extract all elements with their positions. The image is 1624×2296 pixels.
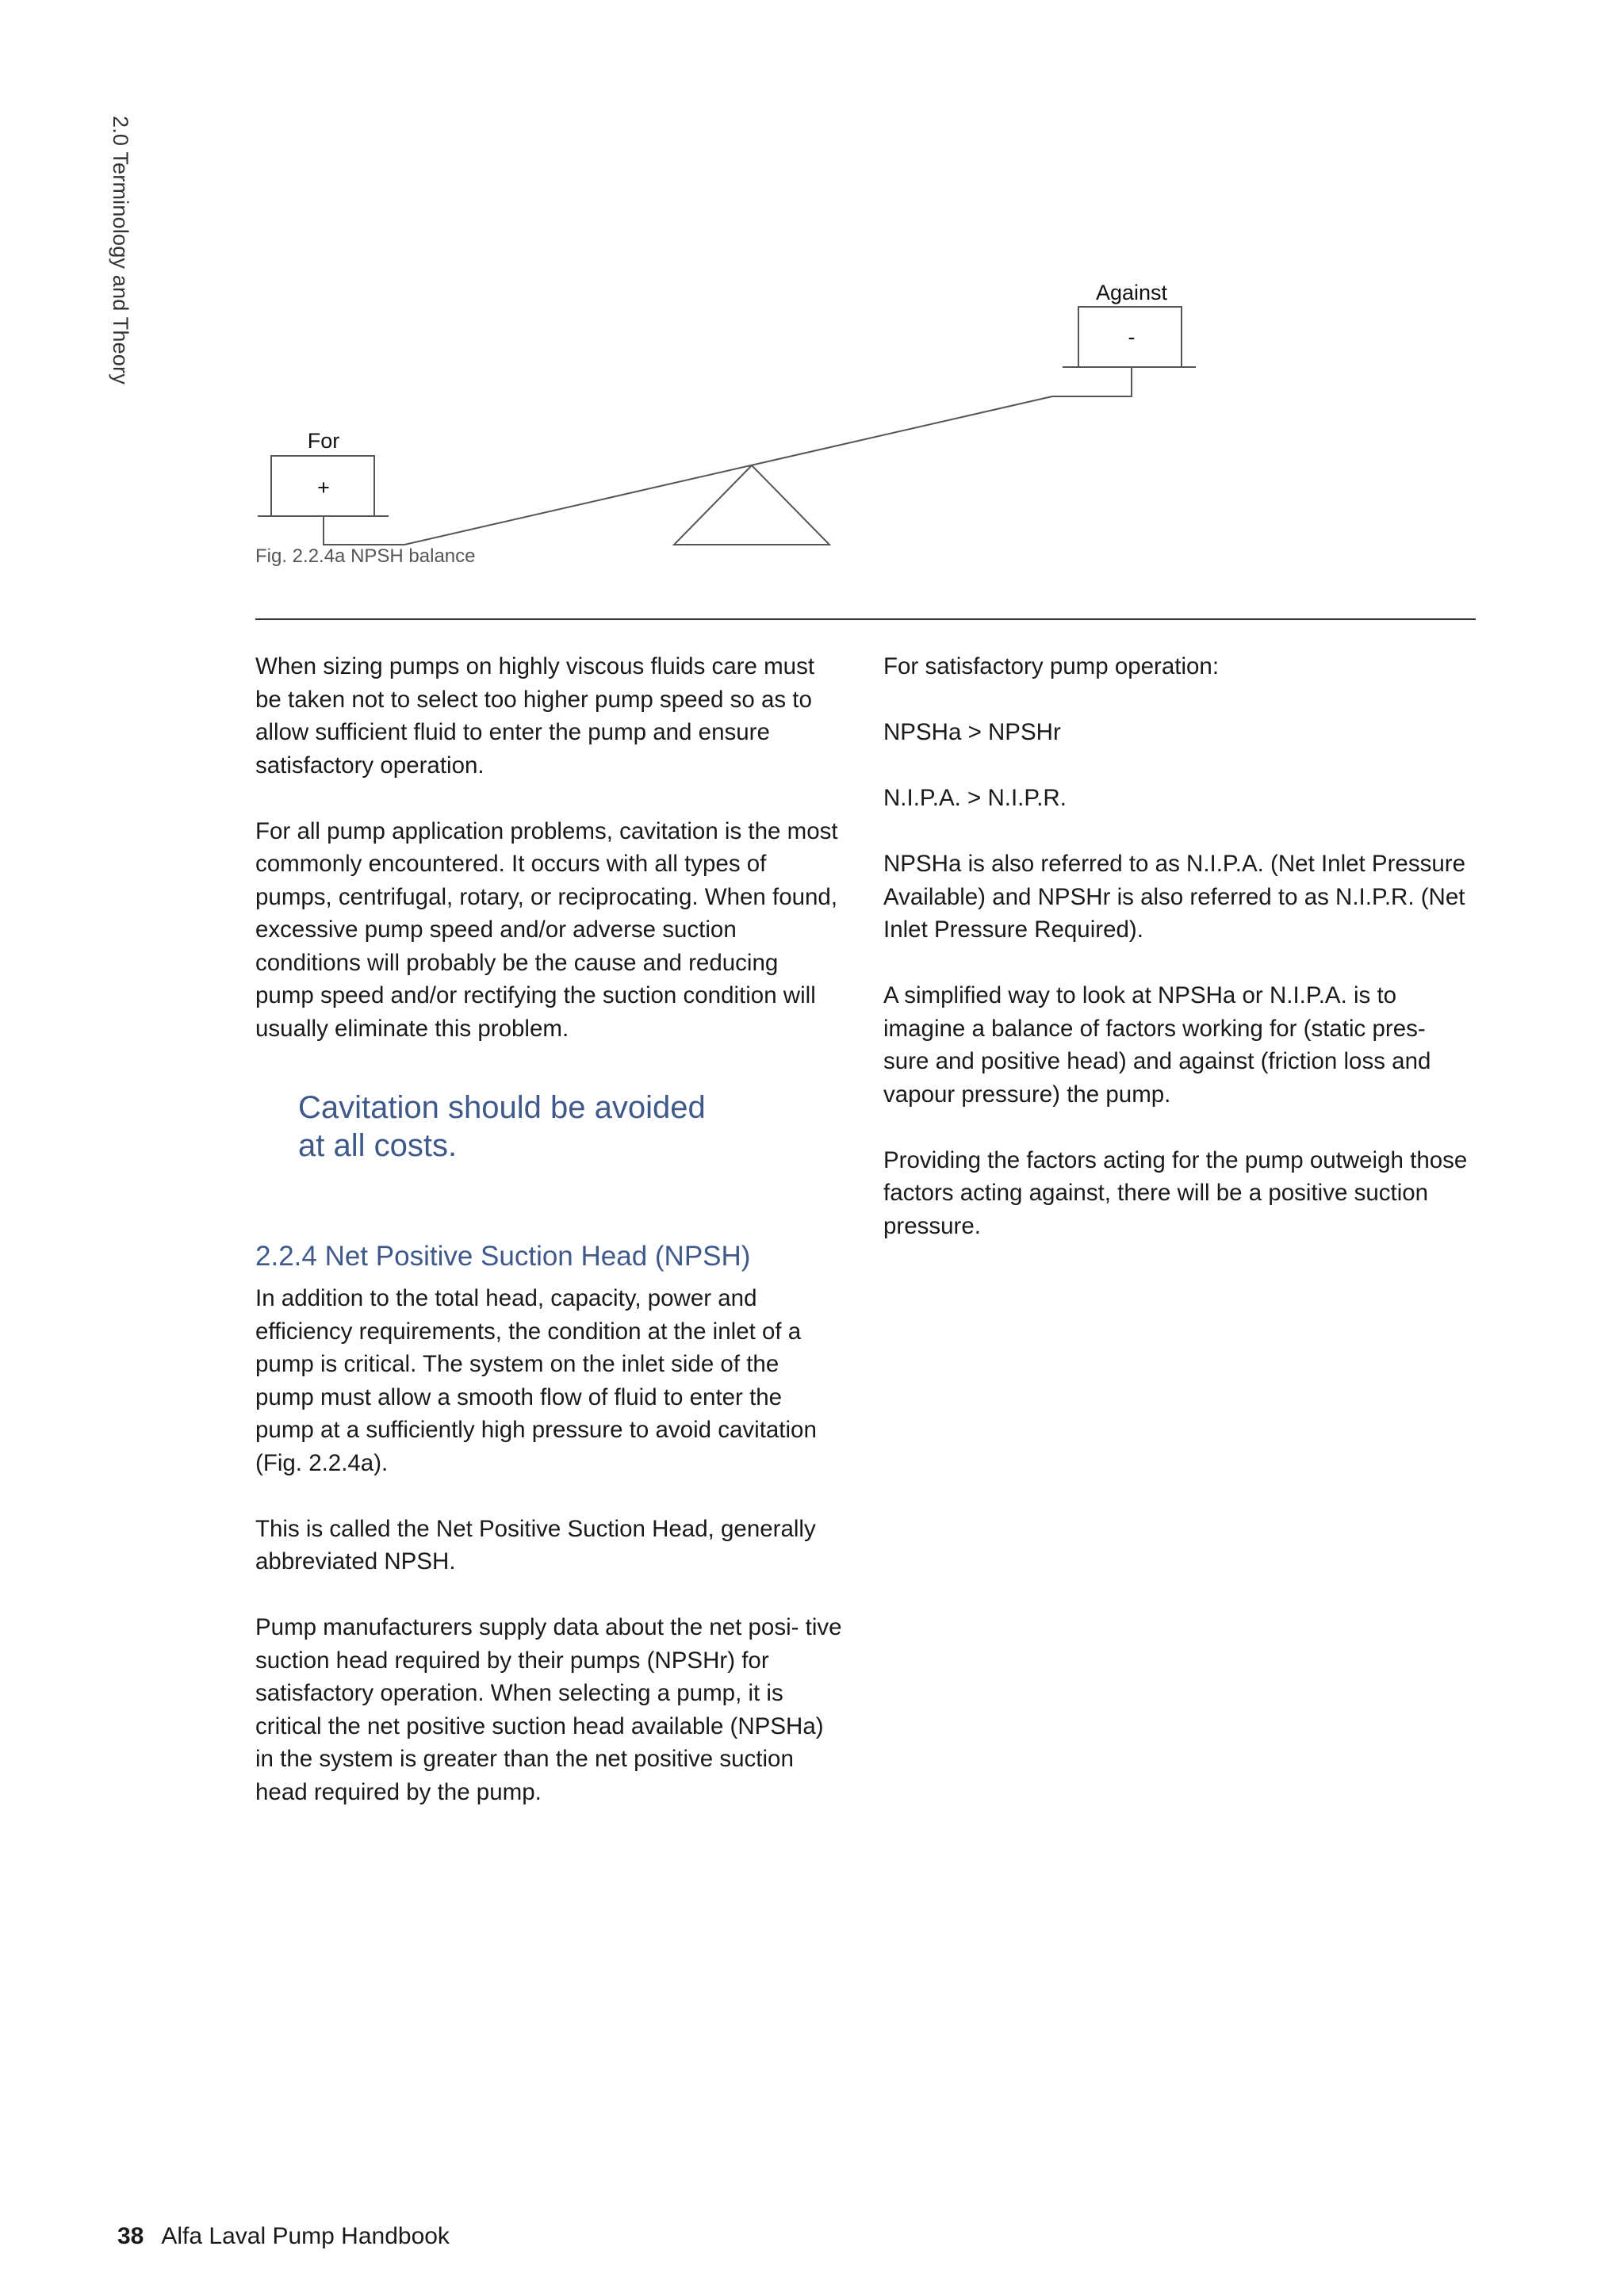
section-side-label: 2.0 Terminology and Theory <box>109 116 132 385</box>
against-sign: - <box>1128 325 1136 349</box>
paragraph: NPSHa is also referred to as N.I.P.A. (Net Inlet Pressure Available) and NPSHr is also referred to as N.I.P.R. (Net Inlet Pressure Required). <box>883 851 1465 943</box>
left-column <box>255 650 842 1842</box>
horizontal-divider <box>255 618 1476 620</box>
page-number: 38 <box>117 2223 144 2249</box>
formula-line: N.I.P.A. > N.I.P.R. <box>883 785 1067 811</box>
paragraph: This is called the Net Positive Suction Head, generally abbreviated NPSH. <box>255 1515 816 1575</box>
pull-quote-line: Cavitation should be avoided <box>298 1090 706 1125</box>
paragraph: In addition to the total head, capacity, power and efficiency requirements, the condition at the inlet of a pump is critical. The system on the inlet side of the pump must allow a smooth flow of fluid to enter the pump at a sufficiently high pressure to avoid cavitation (Fig. 2.2.4a). <box>255 1285 817 1476</box>
paragraph: For satisfactory pump operation: <box>883 653 1220 679</box>
paragraph: A simplified way to look at NPSHa or N.I.P.A. is to imagine a balance of factors working for (static pres- sure and positive head) and against (friction loss and vapour pressure) the pump. <box>883 982 1431 1108</box>
pull-quote-line: at all costs. <box>298 1128 458 1163</box>
figure-caption: Fig. 2.2.4a NPSH balance <box>255 545 476 567</box>
for-label: For <box>307 429 340 453</box>
paragraph: Providing the factors acting for the pump outweigh those factors acting against, there will be a positive suction pressure. <box>883 1146 1468 1239</box>
against-weight <box>1052 307 1196 396</box>
npsh-balance-diagram <box>0 0 1624 626</box>
paragraph: Pump manufacturers supply data about the net posi- tive suction head required by their pumps (NPSHr) for satisfactory operation. When selecting a pump, it is critical the net positive suction head available (NPSHa) in the system is greater than the net positive suction head required by the pump. <box>255 1614 842 1805</box>
book-title: Alfa Laval Pump Handbook <box>161 2223 450 2249</box>
pull-quote <box>298 1089 842 1165</box>
formula-line: NPSHa > NPSHr <box>883 719 1061 745</box>
page-footer <box>117 2223 450 2250</box>
paragraph: When sizing pumps on highly viscous fluids care must be taken not to select too higher pump speed so as to allow sufficient fluid to enter the pump and ensure satisfactory operation. <box>255 653 815 779</box>
for-sign: + <box>317 476 330 499</box>
paragraph: For all pump application problems, cavitation is the most commonly encountered. It occurs with all types of pumps, centrifugal, rotary, or reciprocating. When found, excessive pump speed and/or adverse suction conditions will probably be the cause and reducing pump speed and/or rectifying the suction condition will usually eliminate this problem. <box>255 817 838 1042</box>
section-heading: 2.2.4 Net Positive Suction Head (NPSH) <box>255 1241 751 1272</box>
right-column <box>883 650 1470 1276</box>
for-weight <box>258 456 404 545</box>
against-label: Against <box>1095 281 1168 304</box>
